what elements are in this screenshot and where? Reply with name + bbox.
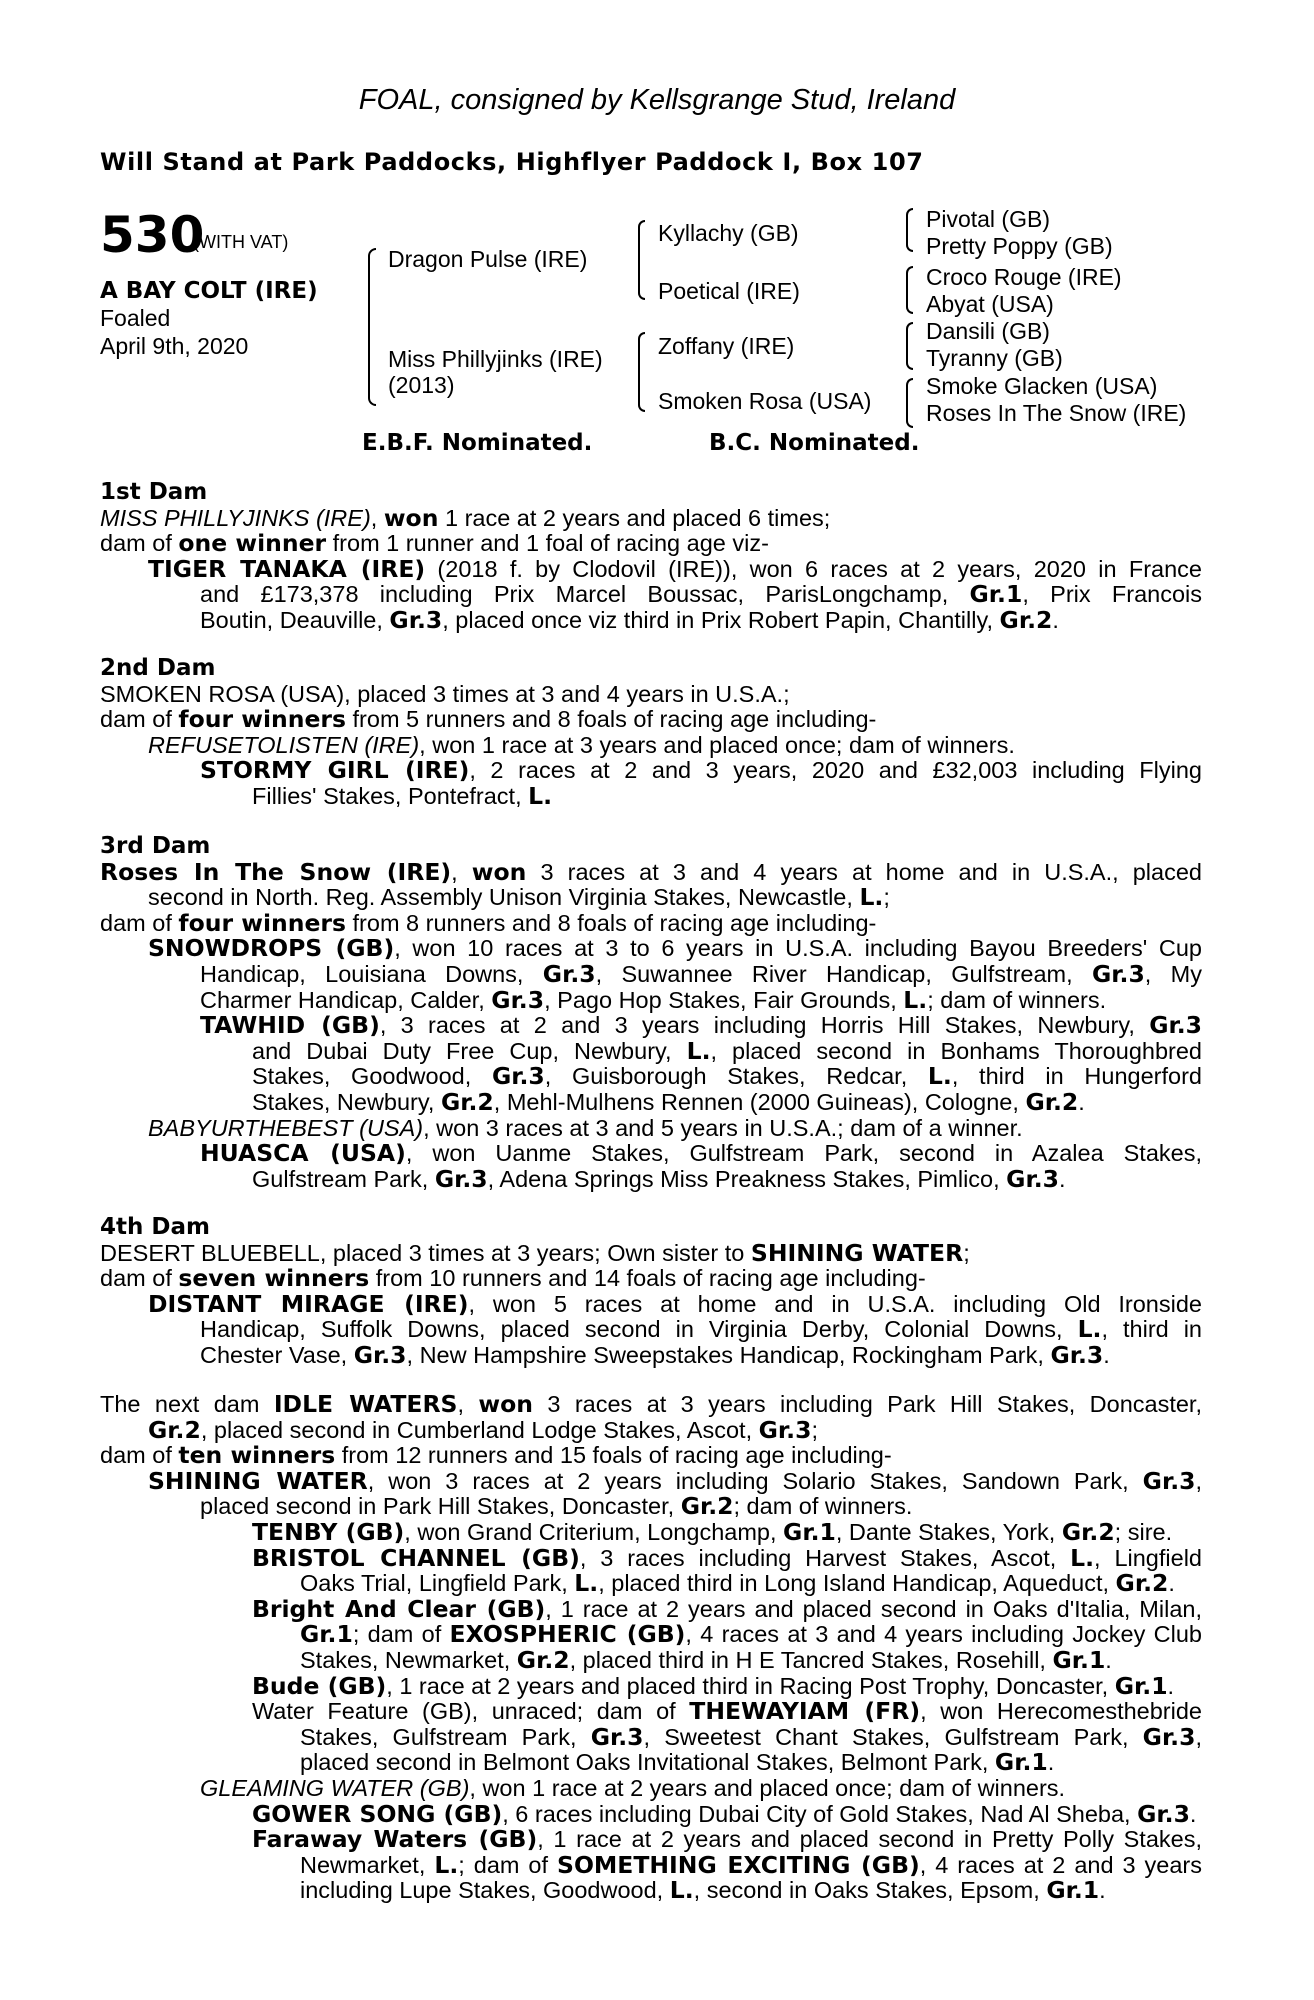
text-run: Gr.1 [969, 582, 1023, 608]
brace-ss [638, 220, 645, 258]
text-run: Faraway Waters (GB) [252, 1827, 538, 1853]
text-run: Gr.3 [491, 985, 545, 1014]
dam-line [100, 733, 1202, 759]
text-run: from 10 runners and 14 foals of racing age including- [369, 1265, 926, 1292]
text-run: , Mehl-Mulhens Rennen (2000 Guineas), Cologne, [493, 1088, 1026, 1115]
text-run: , 2 races at 2 and 3 years, 2020 and £32,003 including Flying [469, 758, 1202, 784]
dam-line [100, 1039, 1202, 1065]
brace-g2 [906, 266, 913, 314]
text-run: . [1078, 1088, 1085, 1115]
text-run: Newmarket, [300, 1852, 435, 1878]
text-run: , placed third in Long Island Handicap, Aqueduct, [598, 1570, 1116, 1597]
text-run: . [1167, 1672, 1175, 1699]
text-run: Gr.2 [1061, 1517, 1115, 1546]
dam-line [100, 682, 1202, 708]
text-run: Gr.3 [758, 1415, 812, 1444]
text-run: , placed second in Bonhams Thoroughbred [710, 1038, 1202, 1064]
pedigree-dam-sire: Zoffany (IRE) [658, 333, 795, 359]
text-run: , 3 races including Harvest Stakes, Ascot, [579, 1545, 1071, 1571]
text-run: from 12 runners and 15 foals of racing age including- [335, 1442, 892, 1469]
text-run: Stakes, Newmarket, [300, 1646, 517, 1673]
first-dam-section [100, 480, 1202, 634]
dam-line [100, 758, 1202, 784]
dam-line [100, 1392, 1202, 1418]
next-dam-section [100, 1392, 1202, 1904]
dam-line [100, 1699, 1202, 1725]
dam-line [100, 908, 1202, 937]
brace-g1 [906, 208, 913, 252]
text-run: REFUSETOLISTEN (IRE) [148, 731, 420, 758]
text-run: BRISTOL CHANNEL (GB) [252, 1545, 580, 1572]
text-run: , 6 races including Dubai City of Gold Stakes, Nad Al Sheba, [502, 1800, 1138, 1827]
text-run: , won 5 races at home and in U.S.A. including Old Ironside [468, 1291, 1202, 1317]
section-heading: 1st Dam [100, 479, 208, 505]
text-run: , Guisborough Stakes, Redcar, [544, 1064, 928, 1090]
text-run: Gr.1 [783, 1517, 836, 1546]
dam-line [100, 1116, 1202, 1142]
dam-line [100, 605, 1202, 634]
text-run: TENBY (GB) [252, 1517, 405, 1546]
dam-line [100, 1878, 1202, 1904]
text-run: TAWHID (GB) [200, 1013, 380, 1039]
text-run: Charmer Handicap, Calder, [200, 986, 492, 1013]
text-run: BABYURTHEBEST (USA) [148, 1114, 424, 1141]
text-run: Gr.3 [389, 605, 443, 634]
text-run: Handicap, Suffolk Downs, placed second in Virginia Derby, Colonial Downs, [200, 1317, 1078, 1343]
text-run: HUASCA (USA) [200, 1141, 406, 1167]
text-run: and Dubai Duty Free Cup, Newbury, [252, 1038, 687, 1064]
text-run: Gr.3 [1050, 1340, 1104, 1369]
text-run: 3 races at 3 years including Park Hill Stakes, Doncaster, [532, 1392, 1202, 1417]
fourth-dam-section [100, 1215, 1202, 1369]
text-run: Gr.3 [434, 1164, 488, 1193]
text-run: Stakes, Gulfstream Park, [300, 1724, 591, 1750]
dam-line [100, 1622, 1202, 1648]
text-run: Gr.2 [516, 1645, 570, 1674]
text-run: ; sire. [1114, 1518, 1173, 1545]
text-run: , won 3 races at 2 years including Solario Stakes, Sandown Park, [367, 1468, 1143, 1494]
text-run: , second in Oaks Stakes, Epsom, [693, 1877, 1047, 1904]
text-run: , placed third in H E Tancred Stakes, Rosehill, [569, 1646, 1053, 1673]
text-run: , placed once viz third in Prix Robert Papin, Chantilly, [442, 606, 1000, 633]
text-run: , [370, 504, 384, 531]
text-run: . [1052, 606, 1059, 633]
bc-nominated: B.C. Nominated. [709, 430, 920, 456]
text-run: , won Grand Criterium, Longchamp, [404, 1518, 784, 1545]
text-run: Gr.3 [542, 961, 596, 988]
text-run: Gr.3 [1006, 1164, 1059, 1193]
dam-line [100, 1725, 1202, 1751]
text-run: Gr.2 [148, 1415, 201, 1444]
dam-line [100, 1340, 1202, 1369]
text-run: ; [963, 1239, 970, 1266]
text-run: , third in [1101, 1317, 1202, 1343]
text-run: L. [574, 1569, 599, 1598]
text-run: Gr.1 [994, 1748, 1048, 1777]
text-run: , placed second in Cumberland Lodge Stakes, Ascot, [200, 1416, 759, 1443]
dam-line [100, 1799, 1202, 1828]
text-run: , Prix Francois [1022, 582, 1202, 608]
pedigree-sire-dam: Poetical (IRE) [658, 278, 800, 304]
text-run: Gr.3 [1142, 1468, 1196, 1495]
text-run: ; dam of [352, 1622, 450, 1648]
text-run: , won 1 race at 2 years and placed once; dam of winners. [469, 1774, 1066, 1801]
dam-line [100, 985, 1202, 1014]
pedigree-dss: Dansili (GB) [926, 318, 1050, 344]
dam-line [100, 1645, 1202, 1674]
text-run: MISS PHILLYJINKS (IRE) [100, 504, 371, 531]
dam-line [100, 1087, 1202, 1116]
dam-line [100, 1853, 1202, 1879]
text-run: Gr.2 [999, 605, 1053, 634]
text-run: (2018 f. by Clodovil (IRE)), won 6 races at 2 years, 2020 in France [425, 556, 1202, 582]
text-run: . [1103, 1341, 1110, 1368]
pedigree-dsd: Tyranny (GB) [926, 345, 1063, 371]
text-run: , third in Hungerford [951, 1064, 1202, 1090]
text-run: L. [686, 1038, 711, 1065]
text-run: , 1 race at 2 years and placed third in Racing Post Trophy, Doncaster, [386, 1672, 1115, 1699]
dam-line [100, 1827, 1202, 1853]
text-run: , New Hampshire Sweepstakes Handicap, Rockingham Park, [406, 1341, 1051, 1368]
text-run: L. [927, 1064, 952, 1090]
brace-sd [638, 258, 645, 300]
text-run: Gr.2 [1115, 1569, 1169, 1598]
text-run: , won 1 race at 3 years and placed once; dam of winners. [419, 731, 1015, 758]
dam-line [100, 1443, 1202, 1469]
dam-line [100, 1164, 1202, 1193]
text-run: from 5 runners and 8 foals of racing age including- [346, 706, 877, 733]
dam-line [100, 1266, 1202, 1292]
third-dam-section [100, 834, 1202, 1192]
text-run: Gr.2 [1025, 1087, 1079, 1116]
text-run: Water Feature (GB), unraced; dam of [252, 1699, 690, 1725]
section-heading: 2nd Dam [100, 655, 216, 681]
dam-line [100, 1469, 1202, 1495]
dam-line [100, 1671, 1202, 1700]
text-run: dam of [100, 1442, 179, 1469]
text-run: SHINING WATER [750, 1238, 964, 1267]
brace-dam [368, 340, 376, 406]
text-run: Gr.3 [1149, 1013, 1202, 1039]
text-run: placed second in Belmont Oaks Invitational Stakes, Belmont Park, [300, 1749, 995, 1776]
text-run: won [383, 503, 439, 532]
text-run: Bude (GB) [252, 1671, 387, 1700]
pedigree-dam-year: (2013) [388, 372, 455, 398]
dam-line [100, 860, 1202, 886]
text-run: . [1058, 1165, 1066, 1192]
text-run: EXOSPHERIC (GB) [449, 1622, 686, 1648]
dam-line [100, 1597, 1202, 1623]
pedigree-ddd: Roses In The Snow (IRE) [926, 400, 1187, 426]
text-run: one winner [178, 529, 327, 558]
text-run: STORMY GIRL (IRE) [200, 758, 470, 784]
text-run: Gr.1 [1046, 1876, 1100, 1905]
text-run: dam of [100, 706, 179, 733]
text-run: , 4 races at 3 and 4 years including Jockey Club [685, 1622, 1202, 1648]
pedigree-sds: Croco Rouge (IRE) [926, 264, 1122, 290]
text-run: four winners [178, 705, 346, 734]
text-run: , [1195, 1468, 1202, 1494]
text-run: . [1168, 1570, 1175, 1597]
dam-line [100, 503, 1202, 532]
dam-line [100, 1776, 1202, 1802]
text-run: , Adena Springs Miss Preakness Stakes, Pimlico, [487, 1165, 1007, 1192]
text-run: dam of [100, 1265, 179, 1292]
dam-line [100, 962, 1202, 988]
text-run: Bright And Clear (GB) [252, 1596, 546, 1623]
brace-sire [368, 248, 376, 340]
dam-line [100, 1013, 1202, 1039]
pedigree-sire: Dragon Pulse (IRE) [388, 246, 588, 272]
text-run: won [471, 859, 527, 886]
text-run: Gr.3 [491, 1064, 545, 1090]
foaled-date: April 9th, 2020 [100, 333, 249, 359]
text-run: ; dam of winners. [927, 986, 1107, 1013]
text-run: dam of [100, 530, 179, 557]
text-run: Stakes, Newbury, [252, 1088, 441, 1115]
text-run: four winners [178, 908, 346, 937]
dam-line [100, 557, 1202, 583]
pedigree-sdd: Abyat (USA) [926, 291, 1054, 317]
text-run: Gr.3 [1142, 1724, 1196, 1751]
text-run: , Pago Hop Stakes, Fair Grounds, [544, 986, 904, 1013]
text-run: SOMETHING EXCITING (GB) [557, 1852, 920, 1879]
text-run: , Sweetest Chant Stakes, Gulfstream Park, [643, 1724, 1143, 1750]
text-run: Roses In The Snow (IRE) [100, 859, 452, 886]
text-run: , 4 races at 2 and 3 years [919, 1852, 1202, 1878]
text-run: . [1047, 1749, 1055, 1776]
text-run: Gr.2 [440, 1087, 494, 1116]
text-run: DESERT BLUEBELL, placed 3 times at 3 years; Own sister to [100, 1239, 751, 1266]
text-run: SHINING WATER [148, 1468, 368, 1495]
dam-line [100, 885, 1202, 911]
text-run: dam of [100, 909, 179, 936]
brace-ds [638, 332, 645, 370]
text-run: L. [1077, 1317, 1102, 1343]
text-run: . [1099, 1877, 1106, 1904]
text-run: and £173,378 including Prix Marcel Boussac, ParisLongchamp, [200, 582, 970, 608]
text-run: Gr.1 [300, 1622, 353, 1648]
text-run: GOWER SONG (GB) [252, 1799, 503, 1828]
text-run: Gr.3 [590, 1724, 644, 1751]
text-run: L. [434, 1852, 459, 1879]
vat-note: (WITH VAT) [193, 232, 289, 252]
text-run: , won 10 races at 3 to 6 years in U.S.A. including Bayou Breeders' Cup [394, 936, 1202, 962]
section-heading: 4th Dam [100, 1214, 210, 1240]
text-run: Fillies' Stakes, Pontefract, [252, 782, 529, 809]
text-run: , Lingfield [1094, 1545, 1202, 1571]
text-run: , Suwannee River Handicap, Gulfstream, [595, 961, 1092, 987]
text-run: . [1189, 1800, 1197, 1827]
pedigree-dam-dam: Smoken Rosa (USA) [658, 388, 872, 414]
text-run: from 8 runners and 8 foals of racing age including- [346, 909, 877, 936]
text-run: Oaks Trial, Lingfield Park, [300, 1570, 575, 1597]
text-run: Gr.3 [1137, 1799, 1190, 1828]
pedigree-dds: Smoke Glacken (USA) [926, 373, 1158, 399]
catalogue-header-title: FOAL, consigned by Kellsgrange Stud, Ireland [358, 84, 956, 116]
text-run: , 1 race at 2 years and placed second in Pretty Polly Stakes, [537, 1827, 1202, 1853]
text-run: , [451, 859, 472, 885]
text-run: , won Herecomesthebride [920, 1699, 1202, 1725]
foaled-label: Foaled [100, 305, 171, 331]
dam-line [100, 1546, 1202, 1572]
dam-line [100, 1238, 1202, 1267]
brace-g4 [906, 378, 913, 428]
pedigree-sss: Pivotal (GB) [926, 206, 1050, 232]
text-run: , [457, 1392, 479, 1417]
dam-line [100, 1064, 1202, 1090]
stand-location: Will Stand at Park Paddocks, Highflyer Paddock I, Box 107 [100, 148, 924, 176]
text-run: , won 3 races at 3 and 5 years in U.S.A.; dam of a winner. [423, 1114, 1023, 1141]
text-run: GLEAMING WATER (GB) [200, 1774, 470, 1801]
text-run: 3 races at 3 and 4 years at home and in U.S.A., placed [526, 859, 1202, 885]
text-run: , My [1144, 961, 1202, 987]
dam-line [100, 707, 1202, 733]
text-run: Gr.2 [680, 1492, 734, 1521]
text-run: Gr.1 [1052, 1645, 1106, 1674]
text-run: The next dam [100, 1392, 274, 1417]
text-run: Chester Vase, [200, 1341, 354, 1368]
horse-title: A BAY COLT (IRE) [100, 278, 318, 304]
text-run: Gr.1 [1114, 1671, 1168, 1700]
text-run: second in North. Reg. Assembly Unison Virginia Stakes, Newcastle, [148, 884, 860, 911]
dam-line [100, 582, 1202, 608]
second-dam-section [100, 656, 1202, 810]
text-run: , 3 races at 2 and 3 years including Horris Hill Stakes, Newbury, [379, 1013, 1150, 1039]
dam-line [100, 1317, 1202, 1343]
text-run: including Lupe Stakes, Goodwood, [300, 1877, 670, 1904]
text-run: L. [1070, 1545, 1095, 1572]
text-run: Gr.3 [353, 1340, 407, 1369]
pedigree-ssd: Pretty Poppy (GB) [926, 233, 1113, 259]
dam-line [100, 936, 1202, 962]
text-run: Gulfstream Park, [252, 1165, 435, 1192]
dam-line [100, 781, 1202, 810]
text-run: Boutin, Deauville, [200, 606, 390, 633]
dam-line [100, 1750, 1202, 1776]
text-run: won [478, 1392, 533, 1418]
text-run: SMOKEN ROSA (USA), placed 3 times at 3 and 4 years in U.S.A.; [100, 680, 790, 707]
text-run: TIGER TANAKA (IRE) [148, 556, 426, 583]
text-run: ; [811, 1416, 818, 1443]
text-run: L. [528, 781, 553, 810]
dam-line [100, 1494, 1202, 1520]
text-run: DISTANT MIRAGE (IRE) [148, 1291, 469, 1318]
text-run: Gr.3 [1091, 961, 1145, 988]
text-run: IDLE WATERS [273, 1392, 458, 1418]
dam-line [100, 1292, 1202, 1318]
dam-line [100, 1415, 1202, 1444]
text-run: ten winners [178, 1441, 336, 1470]
pedigree-dam: Miss Phillyjinks (IRE) [388, 346, 603, 372]
text-run: ; [883, 884, 890, 911]
text-run: , 1 race at 2 years and placed second in Oaks d'Italia, Milan, [545, 1596, 1202, 1622]
text-run: seven winners [178, 1264, 370, 1293]
brace-g3 [906, 322, 913, 370]
lot-number: 530 [100, 206, 205, 264]
text-run: SNOWDROPS (GB) [148, 936, 395, 962]
dam-line [100, 1571, 1202, 1597]
text-run: ; dam of winners. [733, 1493, 913, 1520]
text-run: from 1 runner and 1 foal of racing age viz- [326, 530, 769, 557]
section-heading: 3rd Dam [100, 833, 211, 859]
text-run: L. [859, 883, 884, 912]
text-run: L. [903, 985, 928, 1014]
dam-line [100, 531, 1202, 557]
text-run: . [1105, 1646, 1112, 1673]
text-run: Stakes, Goodwood, [252, 1064, 492, 1090]
text-run: Handicap, Louisiana Downs, [200, 961, 543, 987]
text-run: L. [669, 1876, 694, 1905]
text-run: placed second in Park Hill Stakes, Doncaster, [200, 1493, 681, 1520]
text-run: THEWAYIAM (FR) [689, 1699, 921, 1725]
text-run: , Dante Stakes, York, [835, 1518, 1062, 1545]
brace-dd [638, 370, 645, 412]
text-run: , [1195, 1724, 1202, 1750]
text-run: 1 race at 2 years and placed 6 times; [438, 504, 831, 531]
ebf-nominated: E.B.F. Nominated. [362, 430, 593, 456]
dam-line [100, 1517, 1202, 1546]
pedigree-sire-sire: Kyllachy (GB) [658, 220, 799, 246]
text-run: , won Uanme Stakes, Gulfstream Park, second in Azalea Stakes, [405, 1141, 1202, 1167]
dam-line [100, 1141, 1202, 1167]
text-run: ; dam of [458, 1852, 558, 1878]
